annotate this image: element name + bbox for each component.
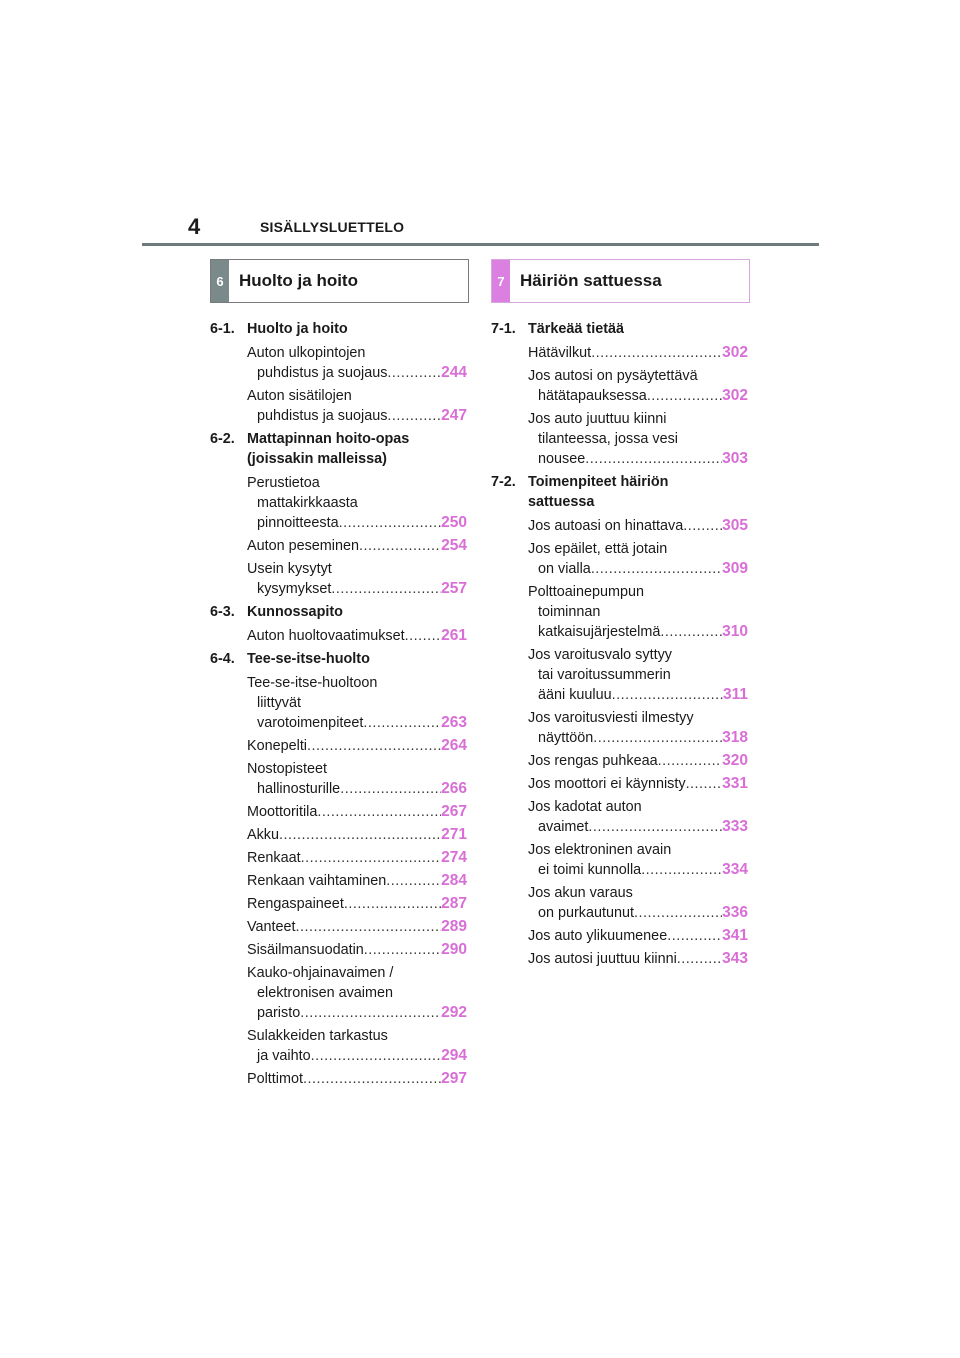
toc-entry-leader-line [247,1046,467,1066]
toc-entry-leader-line [528,343,748,363]
toc-column-section-6 [210,319,467,1092]
subsection-title-line: Tärkeää tietää [528,321,624,337]
toc-entry-text-line: Jos autosi on pysäytettävä [528,368,698,384]
toc-entry-leader-line [528,685,748,705]
toc-entry-text: hätätapauksessa [538,388,647,404]
toc-entry-text: Jos autosi juuttuu kiinni [528,951,677,967]
toc-entry-leader-line [247,871,467,891]
toc-entry-text: Renkaan vaihtaminen [247,873,387,889]
toc-entry-leader-line [247,940,467,960]
subsection-title [528,319,748,339]
toc-page-number[interactable]: 267 [441,803,467,820]
toc-entry-leader-line [528,774,748,794]
toc-entry-text: Jos moottori ei käynnisty [528,776,686,792]
toc-entry-leader-line [247,626,467,646]
dot-leader [340,779,441,799]
toc-entry-text-line: Jos auto juuttuu kiinni [528,411,667,427]
toc-entry[interactable] [247,825,467,845]
subsection-number: 7-2. [491,474,516,490]
dot-leader [339,513,442,533]
subsection-title [528,472,748,512]
toc-entry-leader-line [247,825,467,845]
toc-entry-text: Moottoritila [247,804,318,820]
toc-entry[interactable] [528,366,748,406]
subsection-number: 6-1. [210,321,235,337]
toc-entry[interactable] [247,963,467,1023]
section-6-title: Huolto ja hoito [239,271,358,290]
toc-entry-text-line: Auton ulkopintojen [247,345,366,361]
toc-entry-leader-line [247,536,467,556]
toc-entry[interactable] [247,1026,467,1066]
toc-page-number[interactable]: 287 [441,895,467,912]
toc-entry-text: Auton huoltovaatimukset [247,628,405,644]
toc-entry-text: Vanteet [247,919,296,935]
toc-entry-leader-line [247,513,467,533]
toc-entry[interactable] [528,883,748,923]
dot-leader [660,622,722,642]
toc-entry-leader-line [528,860,748,880]
dot-leader [641,860,722,880]
toc-entry-text-line: Kauko-ohjainavaimen / [247,965,394,981]
toc-page-number[interactable]: 318 [722,729,748,746]
toc-entry[interactable] [528,343,748,363]
toc-entry[interactable] [247,626,467,646]
section-7-title: Häiriön sattuessa [520,271,662,290]
subsection-number: 7-1. [491,321,516,337]
toc-entry-text-line: Jos varoitusvalo syttyy [528,647,672,663]
toc-entry-text: avaimet [538,819,589,835]
subsection-title-line: Toimenpiteet häiriön [528,474,669,490]
toc-page-number[interactable]: 292 [441,1004,467,1021]
toc-entry-text-line: Polttoainepumpun [528,584,645,600]
toc-entry-leader-line [247,713,467,733]
toc-page-number[interactable]: 320 [722,752,748,769]
toc-entry-text: Akku [247,827,279,843]
toc-subsection-heading [210,429,467,469]
toc-entry-text: paristo [257,1005,301,1021]
subsection-title-line: Huolto ja hoito [247,321,348,337]
toc-entry-text-line: Jos kadotat auton [528,799,642,815]
section-7-header [491,259,750,303]
toc-page-number[interactable]: 271 [441,826,467,843]
toc-entry[interactable] [528,840,748,880]
toc-entry-leader-line [528,817,748,837]
toc-entry-leader-line [247,579,467,599]
dot-leader [364,940,441,960]
toc-entry[interactable] [528,516,748,536]
dot-leader [387,363,441,383]
toc-entry-text-line: Perustietoa [247,475,320,491]
dot-leader [585,449,722,469]
toc-subsection-heading [210,319,467,339]
toc-entry[interactable] [528,949,748,969]
dot-leader [359,536,441,556]
toc-entry[interactable] [247,343,467,383]
toc-page-number[interactable]: 290 [441,941,467,958]
dot-leader [593,728,722,748]
dot-leader [683,516,722,536]
toc-entry-text: ja vaihto [257,1048,311,1064]
toc-entry[interactable] [247,473,467,533]
page-number: 4 [188,214,201,239]
toc-entry-text: varotoimenpiteet [257,715,364,731]
toc-entry-leader-line [528,559,748,579]
toc-page-number[interactable]: 303 [722,450,748,467]
toc-entry-leader-line [528,926,748,946]
toc-page-number[interactable]: 244 [441,364,467,381]
toc-entry[interactable] [247,917,467,937]
dot-leader [647,386,722,406]
toc-entry-leader-line [528,903,748,923]
toc-entry-leader-line [247,802,467,822]
toc-page-number[interactable]: 289 [441,918,467,935]
toc-subsection-heading [491,472,748,512]
toc-entry-text-line: Auton sisätilojen [247,388,352,404]
dot-leader [386,871,441,891]
toc-entry-leader-line [528,449,748,469]
dot-leader [387,406,441,426]
dot-leader [686,774,723,794]
toc-entry-leader-line [528,949,748,969]
toc-entry-text: puhdistus ja suojaus [257,365,388,381]
toc-entry-text-line: Usein kysytyt [247,561,332,577]
toc-entry-text: nousee [538,451,586,467]
toc-entry-text-line: Sulakkeiden tarkastus [247,1028,388,1044]
dot-leader [634,903,722,923]
toc-entry-leader-line [247,1003,467,1023]
toc-page-number[interactable]: 343 [722,950,748,967]
toc-subsection-heading [210,649,467,669]
subsection-title [247,649,467,669]
toc-entry-text-line: toiminnan [538,604,601,620]
subsection-title-line: Kunnossapito [247,604,343,620]
subsection-number: 6-4. [210,651,235,667]
toc-entry-text: puhdistus ja suojaus [257,408,388,424]
dot-leader [658,751,723,771]
dot-leader [667,926,722,946]
toc-entry[interactable] [247,848,467,868]
dot-leader [279,825,441,845]
toc-page-number[interactable]: 266 [441,780,467,797]
toc-page-number[interactable]: 310 [722,623,748,640]
toc-page-number[interactable]: 302 [722,387,748,404]
toc-entry-text-line: Jos varoitusviesti ilmestyy [528,710,694,726]
toc-entry[interactable] [528,645,748,705]
toc-entry-text: Jos autoasi on hinattava [528,518,684,534]
toc-page-number[interactable]: 333 [722,818,748,835]
toc-entry-text: Jos rengas puhkeaa [528,753,658,769]
dot-leader [303,1069,441,1089]
toc-entry[interactable] [528,751,748,771]
dot-leader [296,917,442,937]
dot-leader [307,736,441,756]
toc-entry-text-line: elektronisen avaimen [257,985,393,1001]
toc-page-number[interactable]: 264 [441,737,467,754]
subsection-title [247,429,467,469]
toc-entry[interactable] [247,802,467,822]
toc-entry-text: Jos auto ylikuumenee [528,928,668,944]
subsection-title-line: Tee-se-itse-huolto [247,651,370,667]
dot-leader [405,626,442,646]
dot-leader [301,848,442,868]
toc-entry-text: näyttöön [538,730,594,746]
dot-leader [331,579,441,599]
subsection-number: 6-2. [210,431,235,447]
subsection-title-line: Mattapinnan hoito-opas [247,431,410,447]
toc-entry-text: kysymykset [257,581,332,597]
subsection-title-line: (joissakin malleissa) [247,451,387,467]
toc-entry[interactable] [247,386,467,426]
toc-entry[interactable] [528,708,748,748]
toc-entry-text: Konepelti [247,738,308,754]
toc-entry[interactable] [247,759,467,799]
dot-leader [363,713,441,733]
toc-entry[interactable] [528,926,748,946]
toc-entry-text: ei toimi kunnolla [538,862,642,878]
toc-entry-text: Sisäilmansuodatin [247,942,364,958]
subsection-number: 6-3. [210,604,235,620]
toc-entry-text: katkaisujärjestelmä [538,624,661,640]
toc-entry-text: pinnoitteesta [257,515,339,531]
dot-leader [612,685,723,705]
section-7-tab: 7 [492,260,510,302]
toc-entry[interactable] [247,559,467,599]
toc-page-number[interactable]: 261 [441,627,467,644]
header-divider [142,243,819,246]
toc-entry-text-line: liittyvät [257,695,301,711]
toc-entry-text: Rengaspaineet [247,896,344,912]
toc-entry[interactable] [528,539,748,579]
toc-entry-text: Renkaat [247,850,301,866]
toc-entry-text: on purkautunut [538,905,635,921]
toc-page-number[interactable]: 294 [441,1047,467,1064]
toc-entry[interactable] [528,582,748,642]
toc-entry[interactable] [247,871,467,891]
toc-entry[interactable] [528,797,748,837]
subsection-title [247,602,467,622]
toc-page-number[interactable]: 274 [441,849,467,866]
subsection-title [247,319,467,339]
dot-leader [300,1003,441,1023]
toc-page-number[interactable]: 341 [722,927,748,944]
toc-page-number[interactable]: 250 [441,514,467,531]
toc-entry[interactable] [247,536,467,556]
toc-entry[interactable] [247,894,467,914]
toc-entry-leader-line [247,1069,467,1089]
toc-entry[interactable] [528,774,748,794]
toc-page-number[interactable]: 247 [441,407,467,424]
dot-leader [591,559,722,579]
dot-leader [344,894,441,914]
toc-column-section-7 [491,319,748,972]
subsection-title-line: sattuessa [528,494,595,510]
toc-entry-text-line: tai varoitussummerin [538,667,671,683]
toc-entry-leader-line [528,516,748,536]
toc-page-number[interactable]: 305 [722,517,748,534]
toc-entry-leader-line [247,736,467,756]
dot-leader [588,817,722,837]
toc-entry-leader-line [247,363,467,383]
toc-entry-leader-line [528,622,748,642]
toc-entry-text: on vialla [538,561,591,577]
toc-entry-text-line: tilanteessa, jossa vesi [538,431,678,447]
section-6-tab: 6 [211,260,229,302]
toc-entry-leader-line [247,848,467,868]
toc-page-number[interactable]: 263 [441,714,467,731]
toc-page-number[interactable]: 254 [441,537,467,554]
toc-entry[interactable] [247,736,467,756]
toc-entry[interactable] [247,673,467,733]
toc-entry-text: hallinosturille [257,781,341,797]
toc-page-number[interactable]: 309 [722,560,748,577]
dot-leader [317,802,441,822]
toc-entry-leader-line [528,728,748,748]
toc-entry-leader-line [528,751,748,771]
toc-page-number[interactable]: 311 [722,686,748,703]
toc-entry[interactable] [247,940,467,960]
toc-page-number[interactable]: 257 [441,580,467,597]
toc-entry-leader-line [247,406,467,426]
section-6-header [210,259,469,303]
toc-page-number[interactable]: 297 [441,1070,467,1087]
toc-page-number[interactable]: 284 [441,872,467,889]
toc-entry-text: Hätävilkut [528,345,592,361]
toc-entry-text-line: Nostopisteet [247,761,327,777]
toc-entry-text: Auton peseminen [247,538,360,554]
toc-entry-text-line: mattakirkkaasta [257,495,358,511]
toc-entry-leader-line [528,386,748,406]
toc-entry-text-line: Jos akun varaus [528,885,633,901]
page-header-title: SISÄLLYSLUETTELO [260,219,405,235]
toc-entry[interactable] [528,409,748,469]
toc-entry-leader-line [247,894,467,914]
toc-subsection-heading [210,602,467,622]
dot-leader [677,949,722,969]
toc-entry-text-line: Tee-se-itse-huoltoon [247,675,378,691]
toc-entry-text: ääni kuuluu [538,687,612,703]
toc-page-number[interactable]: 336 [722,904,748,921]
toc-entry-leader-line [247,917,467,937]
toc-entry-text-line: Jos elektroninen avain [528,842,672,858]
toc-entry[interactable] [247,1069,467,1089]
dot-leader [591,343,722,363]
toc-entry-text-line: Jos epäilet, että jotain [528,541,668,557]
toc-entry-text: Polttimot [247,1071,303,1087]
toc-page-number[interactable]: 302 [722,344,748,361]
dot-leader [311,1046,442,1066]
toc-subsection-heading [491,319,748,339]
toc-page-number[interactable]: 334 [722,861,748,878]
toc-entry-leader-line [247,779,467,799]
toc-page-number[interactable]: 331 [722,775,748,792]
